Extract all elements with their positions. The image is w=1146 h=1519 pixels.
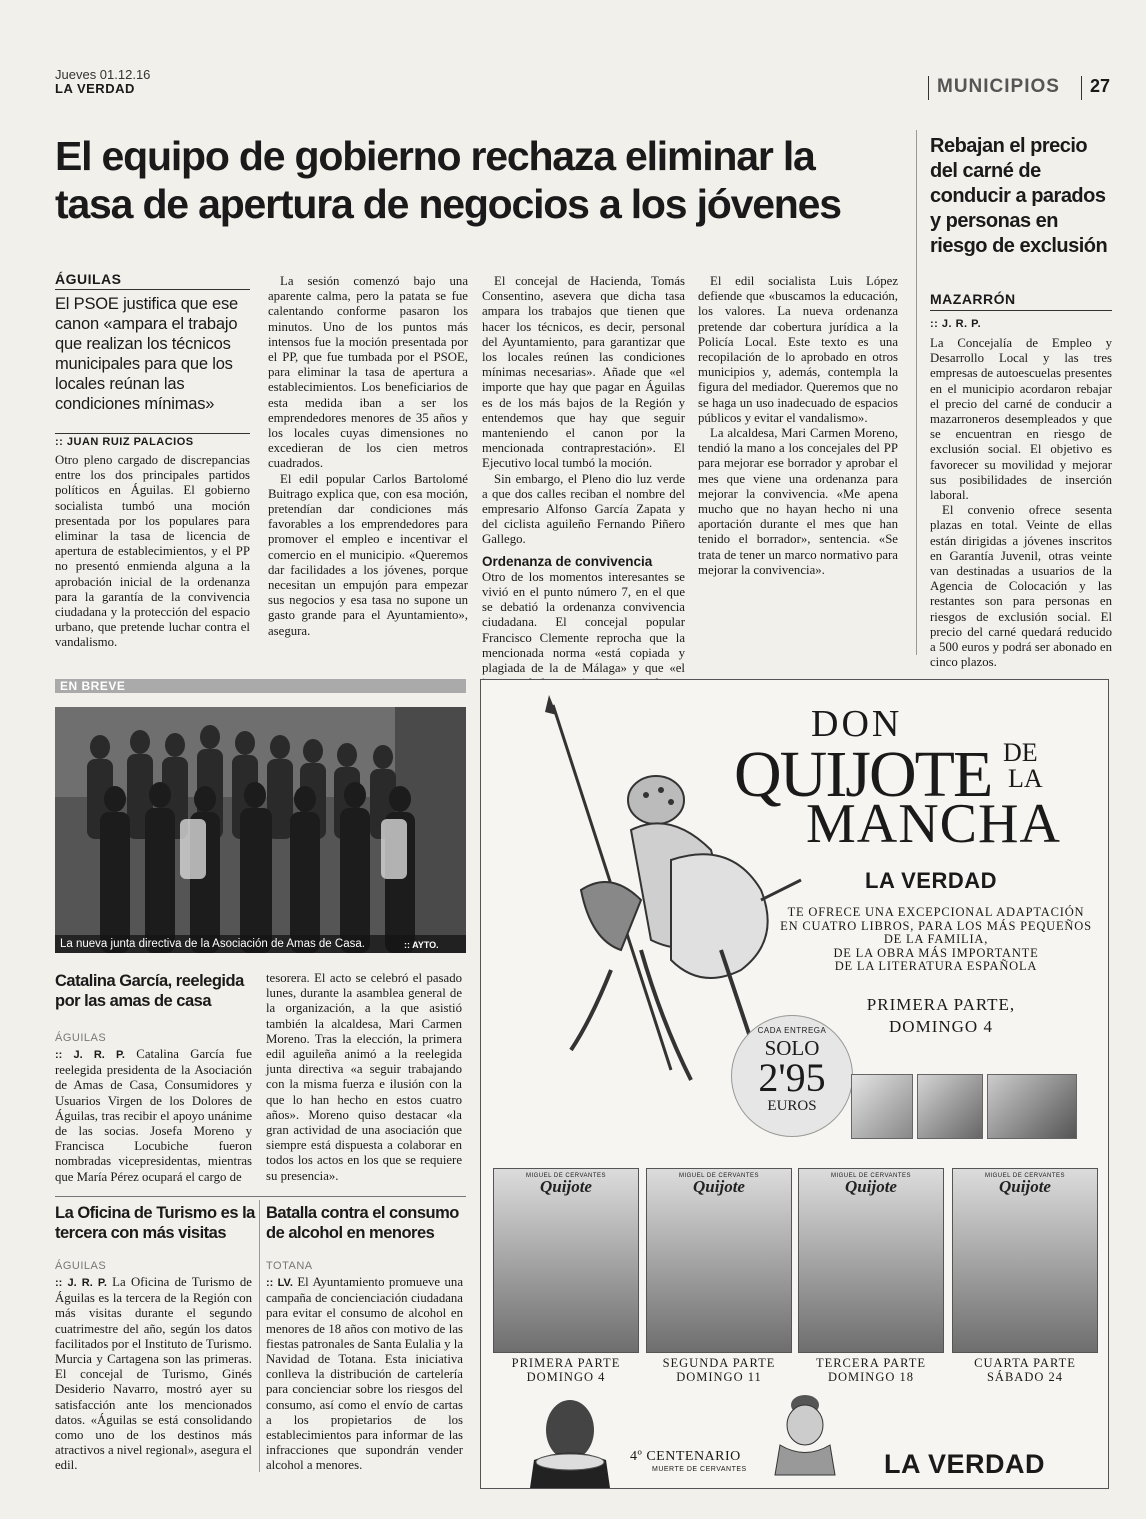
- book-label-line: SÁBADO 24: [986, 1370, 1064, 1384]
- brief-1-text-a: Catalina García fue reelegida presidenta de la Asociación de Amas de Casa, Consumidores y Usuarios Virgen de los Dolores de Águilas, tras recibir el apoyo unánime de las socias. Josefa Moreno y Francisca Locubiche fueron nombradas vicepresidentas, mientras que María Pérez ocupará el cargo de: [55, 1047, 252, 1184]
- ad-offer: [771, 906, 1101, 974]
- book-label-line: PRIMERA PARTE: [511, 1356, 621, 1370]
- byline-rule: [55, 433, 250, 434]
- paragraph: La alcaldesa, Mari Carmen Moreno, tendió la mano a los concejales del PP para mejorar ese borrador y aprobar el mes que viene una ordenanza para mejorar la convivencia. «Me apena mucho que no hayan hecho ni una aportación durante el mes que han tenido el borrador», sentencia. «Se trata de tener un marco normativo para mejorar la convivencia».: [698, 426, 898, 577]
- brief-3-text: El Ayuntamiento promueve una campaña de concienciación ciudadana para evitar el consumo de alcohol en menores de 18 años con motivo de las fiestas patronales de Santa Eulalia y la Navidad de Totana. Esta iniciativa conlleva la distribución de cartelería para concienciar sobre los riesgos del consumo, así como el envío de cartas a los propietarios de los establecimientos para informar de las infracciones que supondrán vender alcohol a menores.: [266, 1275, 463, 1473]
- paragraph: La Concejalía de Empleo y Desarrollo Local y las tres empresas de autoescuelas presentes en el municipio acordaron rebajar el precio del carné de conducir a mazarroneros desempleados y que se encuentran en riesgo de exclusión social. El objetivo es favorecer su movilidad y mejorar sus posibilidades de inserción laboral.: [930, 336, 1112, 503]
- ad-offer-line: DE LA FAMILIA,: [883, 932, 989, 946]
- brief-divider: [55, 1196, 466, 1197]
- ad-offer-line: EN CUATRO LIBROS, PARA LOS MÁS PEQUEÑOS: [780, 918, 1092, 933]
- group-photo: [55, 707, 466, 953]
- book-label-4: [952, 1356, 1098, 1384]
- ad-offer-line: TE OFRECE UNA EXCEPCIONAL ADAPTACIÓN: [787, 905, 1085, 919]
- photo-credit: :: AYTO.: [404, 940, 439, 950]
- location-rule: [930, 310, 1112, 311]
- side-headline: Rebajan el precio del carné de conducir a parados y personas en riesgo de exclusión: [930, 135, 1108, 257]
- ad-offer-line: DE LA OBRA MÁS IMPORTANTE: [833, 945, 1039, 960]
- main-col-2: [268, 274, 468, 658]
- ad-title-de: DE: [1003, 738, 1038, 767]
- book-label-line: DOMINGO 11: [676, 1370, 762, 1384]
- ad-first-part: [841, 994, 1041, 1038]
- centenary: 4º CENTENARIO: [630, 1449, 741, 1464]
- header-date: Jueves 01.12.16: [55, 67, 151, 82]
- price-top: CADA ENTREGA: [757, 1026, 827, 1035]
- price-currency: EUROS: [767, 1098, 817, 1114]
- brief-2-body: [55, 1275, 252, 1475]
- preview-image: [851, 1074, 913, 1139]
- book-label-line: DOMINGO 18: [827, 1370, 915, 1384]
- book-label-line: SEGUNDA PARTE: [662, 1356, 776, 1370]
- book-cover-author: MIGUEL DE CERVANTES: [830, 1173, 912, 1179]
- preview-image: [917, 1074, 983, 1139]
- brief-3-body: [266, 1275, 463, 1475]
- column-divider: [916, 130, 917, 655]
- brief-1-byline: :: J. R. P.: [55, 1049, 125, 1061]
- paragraph: Sin embargo, el Pleno dio luz verde a que dos calles reciban el nombre del empresario Alfonso García Zapata y del ciclista aguileño Fernando Piñero Gallego.: [482, 471, 685, 547]
- header-divider: [1081, 76, 1082, 100]
- side-location: MAZARRÓN: [930, 291, 1016, 307]
- book-cover-author: MIGUEL DE CERVANTES: [678, 1173, 760, 1179]
- preview-image: [987, 1074, 1077, 1139]
- book-cover-title: Quijote: [693, 1177, 745, 1196]
- price-value: 2'95: [758, 1055, 826, 1100]
- group-photo-figures: [55, 707, 466, 953]
- main-col-1: [55, 453, 250, 658]
- sancho-illustration: [760, 1385, 850, 1480]
- paragraph: Otro pleno cargado de discrepancias entre los dos principales partidos políticos en Águilas. El gobierno socialista tumbó una moción presentada por los populares para eliminar la tasa de licencia de apertura de establecimientos, y el PP no presentó enmienda alguna a la aprobación inicial de la ordenanza para la garantía de la convivencia ciudadana y la protección del espacio urbano, que pretende luchar contra el vandalismo.: [55, 453, 250, 650]
- book-cover-4: [952, 1168, 1098, 1353]
- paragraph: [55, 1047, 252, 1185]
- ad-first-part-line: DOMINGO 4: [889, 1017, 993, 1036]
- book-cover-3: [798, 1168, 944, 1353]
- book-label-line: CUARTA PARTE: [974, 1356, 1076, 1370]
- main-headline-line-2: tasa de apertura de negocios a los jóvenes: [55, 181, 841, 227]
- paragraph: [55, 1275, 252, 1474]
- main-headline: [55, 133, 905, 227]
- brief-col-divider: [259, 1200, 260, 1472]
- paragraph: [266, 1275, 463, 1474]
- book-label-line: DOMINGO 4: [526, 1370, 606, 1384]
- ad-first-part-line: PRIMERA PARTE,: [866, 995, 1016, 1014]
- side-body: [930, 336, 1112, 670]
- brief-2-headline: La Oficina de Turismo es la tercera con más visitas: [55, 1204, 255, 1242]
- book-label-2: [646, 1356, 792, 1384]
- book-cover-title: Quijote: [845, 1177, 897, 1196]
- paragraph: El edil socialista Luis López defiende que «buscamos la educación, los valores. La nueva ordenanza pretende dar cobertura jurídica a la Policía Local. Este texto es una recopilación de lo aprobado en otros municipios y, además, contempla la figura del mediador. Queremos que no se haga un uso inadecuado de espacios públicos y evitar el vandalismo».: [698, 274, 898, 425]
- photo-caption: La nueva junta directiva de la Asociación de Amas de Casa.: [60, 938, 365, 950]
- book-label-3: [798, 1356, 944, 1384]
- brief-2-byline: :: J. R. P.: [55, 1277, 107, 1289]
- brief-3-headline: Batalla contra el consumo de alcohol en menores: [266, 1204, 459, 1242]
- ad-title-mancha: MANCHA: [806, 793, 1061, 855]
- main-col-4: [698, 274, 898, 658]
- paragraph: El edil popular Carlos Bartolomé Buitrago explica que, con esa moción, pretendían dar condiciones más favorables a los emprendedores para promover el empleo e incentivar el comercio en el municipio. «Queremos dar facilidades a los jóvenes, porque necesitan un empujón para empezar sus negocios y esa tasa no supone un gasto grande para el Ayuntamiento», asegura.: [268, 471, 468, 638]
- ad-offer-line: DE LA LITERATURA ESPAÑOLA: [834, 959, 1038, 973]
- book-cover-title: Quijote: [999, 1177, 1051, 1196]
- centenary-sub: MUERTE DE CERVANTES: [652, 1466, 747, 1473]
- book-cover-title: Quijote: [540, 1177, 592, 1196]
- price-solo: SOLO: [764, 1036, 820, 1060]
- header-divider: [928, 76, 929, 100]
- article-subtitle: Ordenanza de convivencia: [482, 553, 653, 569]
- page-number: 27: [1090, 76, 1111, 96]
- book-cover-author: MIGUEL DE CERVANTES: [525, 1173, 607, 1179]
- paragraph: Otro de los momentos interesantes se vivió en el punto número 7, en el que se debatió la ordenanza convivencia ciudadana. El concejal popular Francisco Clemente reprocha que la mencionada norma «está copiada y plagiada de la de Málaga» y que «el: [482, 569, 685, 676]
- paragraph: El concejal de Hacienda, Tomás Consentino, asevera que dicha tasa ampara los trabajos que tienen que hacer los técnicos, es decir, personal del Ayuntamiento, para garantizar que los locales reúnen las condiciones mínimas necesarias». Añade que «el importe que hay que pagar en Águilas es de los más bajos de la Región y entendemos que hay que seguir manteniendo el canon por la mencionada contraprestación». El Ejecutivo local tumbó la moción.: [482, 274, 685, 471]
- main-col-3: [482, 274, 685, 676]
- main-headline-line-1: El equipo de gobierno rechaza eliminar la: [55, 133, 815, 179]
- paragraph: El convenio ofrece sesenta plazas en total. Veinte de ellas están dirigidas a jóvenes inscritos en Garantía Juvenil, otras veinte van destinadas a usuarios de la Agencia de Colocación y las restantes son para personas en riesgos de exclusión social. El precio del carné quedará reducido a 500 euros y podrá ser abonado en cinco plazos.: [930, 503, 1112, 670]
- book-cover-2: [646, 1168, 792, 1353]
- brief-2-text: La Oficina de Turismo de Águilas es la tercera de la Región con más visitas durante el segundo cuatrimestre del año, según los datos facilitados por el Instituto de Turismo. Murcia y Cartagena son las primeras. El concejal de Turismo, Ginés Desiderio Navarro, mostró ayer su satisfacción ante los mencionados datos. «Águilas se está consolidando como uno de los destinos más atractivos a nivel regional», asegura el edil.: [55, 1275, 252, 1473]
- paragraph: La sesión comenzó bajo una aparente calma, pero la patata se fue calentando conforme pasaron los minutos. Uno de los puntos más intensos fue la moción presentada por el PP, que fue tumbada por el PSOE, para eliminar la tasa de apertura a establecimientos. Los beneficiarios de esta medida iban a ser los emprendedores menores de 35 años y los locales cuyas dimensiones no excedieran de los cien metros cuadrados.: [268, 274, 468, 471]
- ad-title-quijote: QUIJOTE: [734, 738, 992, 811]
- brief-2-location: ÁGUILAS: [55, 1260, 107, 1272]
- book-cover-author: MIGUEL DE CERVANTES: [984, 1173, 1066, 1179]
- article-subhead: El PSOE justifica que ese canon «ampara el trabajo que realizan los técnicos municipales para que los locales reúnan las condiciones mínimas»: [55, 295, 239, 413]
- brief-1-location: ÁGUILAS: [55, 1032, 107, 1044]
- brief-3-byline: :: LV.: [266, 1277, 293, 1289]
- book-cover-1: [493, 1168, 639, 1353]
- article-byline: :: JUAN RUIZ PALACIOS: [55, 436, 194, 448]
- brief-1-body-b: [266, 971, 462, 1193]
- section-name: MUNICIPIOS: [937, 76, 1060, 97]
- footer-brand: LA VERDAD: [884, 1449, 1046, 1479]
- ad-brand: LA VERDAD: [865, 868, 998, 893]
- book-label-line: TERCERA PARTE: [815, 1356, 927, 1370]
- en-breve-label: EN BREVE: [60, 679, 126, 693]
- header-paper: LA VERDAD: [55, 81, 135, 96]
- ad-title-la: LA: [1008, 764, 1043, 793]
- book-label-1: [493, 1356, 639, 1384]
- side-byline: :: J. R. P.: [930, 318, 982, 330]
- brief-3-location: TOTANA: [266, 1260, 313, 1272]
- brief-1-headline: Catalina García, reelegida por las amas de casa: [55, 972, 244, 1010]
- paragraph: tesorera. El acto se celebró el pasado lunes, durante la asamblea general de la organización, a la que asistió también la alcaldesa, Mari Carmen Moreno. Tras la elección, la primera edil aguileña animó a la reelegida junta directiva «a seguir trabajando con la misma fuerza e ilusión con la que lo han hecho en estos cuatro años». Moreno quiso destacar «la gran actividad de una asociación que siempre está dispuesta a colaborar en todos los actos en los que se requiere su presencia».: [266, 971, 462, 1183]
- article-location: ÁGUILAS: [55, 271, 122, 287]
- ad-title-don: DON: [811, 703, 903, 745]
- brief-1-body-a: [55, 1047, 252, 1192]
- cervantes-portrait: [520, 1390, 620, 1488]
- location-rule: [55, 289, 250, 290]
